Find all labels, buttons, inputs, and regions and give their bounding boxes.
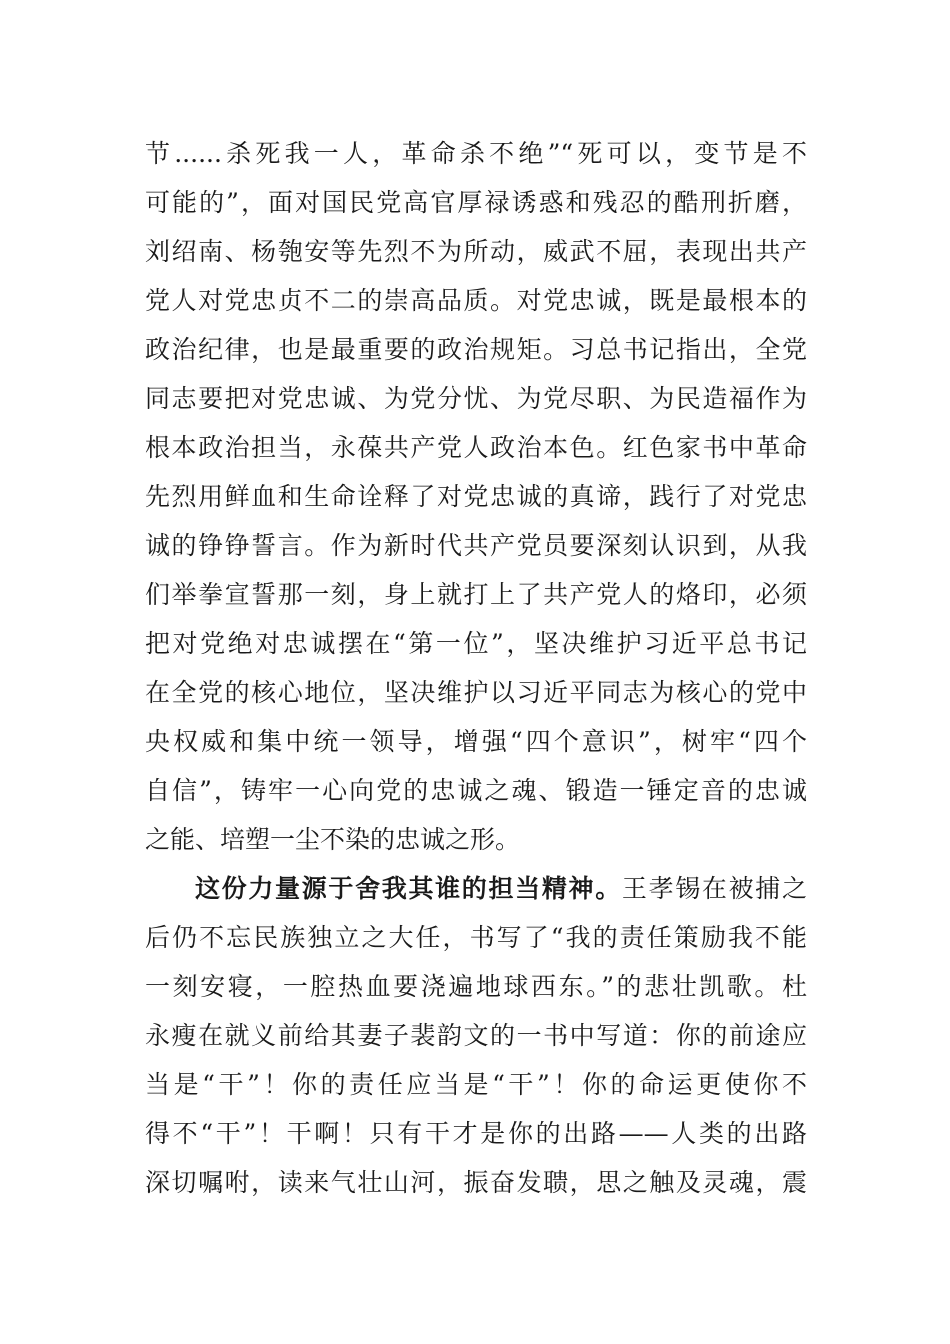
text-line: 得不“干”！干啊！只有干才是你的出路——人类的出路 <box>145 1119 807 1148</box>
text-line: 节......杀死我一人，革命杀不绝”“死可以，变节是不 <box>145 139 807 168</box>
text-line: 后仍不忘民族独立之大任，书写了“我的责任策励我不能 <box>145 923 807 952</box>
document-body <box>145 129 807 1207</box>
text-line: 把对党绝对忠诚摆在“第一位”，坚决维护习近平总书记 <box>145 629 807 658</box>
text-line: 同志要把对党忠诚、为党分忧、为党尽职、为民造福作为 <box>145 384 807 413</box>
text-line: 之能、培塑一尘不染的忠诚之形。 <box>145 825 521 854</box>
text-line: 诚的铮铮誓言。作为新时代共产党员要深刻认识到，从我 <box>145 531 807 560</box>
text-line: 们举拳宣誓那一刻，身上就打上了共产党人的烙印，必须 <box>145 580 807 609</box>
paragraph-heading: 这份力量源于舍我其谁的担当精神。 <box>195 874 622 903</box>
text-line: 央权威和集中统一领导，增强“四个意识”，树牢“四个 <box>145 727 807 756</box>
text-line: 政治纪律，也是最重要的政治规矩。习总书记指出，全党 <box>145 335 807 364</box>
text-line: 根本政治担当，永葆共产党人政治本色。红色家书中革命 <box>145 433 807 462</box>
text-line: 永瘦在就义前给其妻子裴韵文的一书中写道：你的前途应 <box>145 1021 807 1050</box>
text-line: 可能的”，面对国民党高官厚禄诱惑和残忍的酷刑折磨， <box>145 188 807 217</box>
text-line: 深切嘱咐，读来气壮山河，振奋发聩，思之触及灵魂，震 <box>145 1168 807 1197</box>
text-line: 刘绍南、杨匏安等先烈不为所动，威武不屈，表现出共产 <box>145 237 807 266</box>
paragraph-loyalty <box>145 129 807 864</box>
text-run: 王孝锡在被捕之 <box>621 874 807 903</box>
paragraph-responsibility <box>145 864 807 1207</box>
text-line: 先烈用鲜血和生命诠释了对党忠诚的真谛，践行了对党忠 <box>145 482 807 511</box>
text-line: 当是“干”！你的责任应当是“干”！你的命运更使你不 <box>145 1070 807 1099</box>
paragraph-first-line <box>145 864 807 913</box>
text-line: 一刻安寝，一腔热血要浇遍地球西东。”的悲壮凯歌。杜 <box>145 972 807 1001</box>
text-line: 在全党的核心地位，坚决维护以习近平同志为核心的党中 <box>145 678 807 707</box>
text-line: 党人对党忠贞不二的崇高品质。对党忠诚，既是最根本的 <box>145 286 807 315</box>
text-line: 自信”，铸牢一心向党的忠诚之魂、锻造一锤定音的忠诚 <box>145 776 807 805</box>
